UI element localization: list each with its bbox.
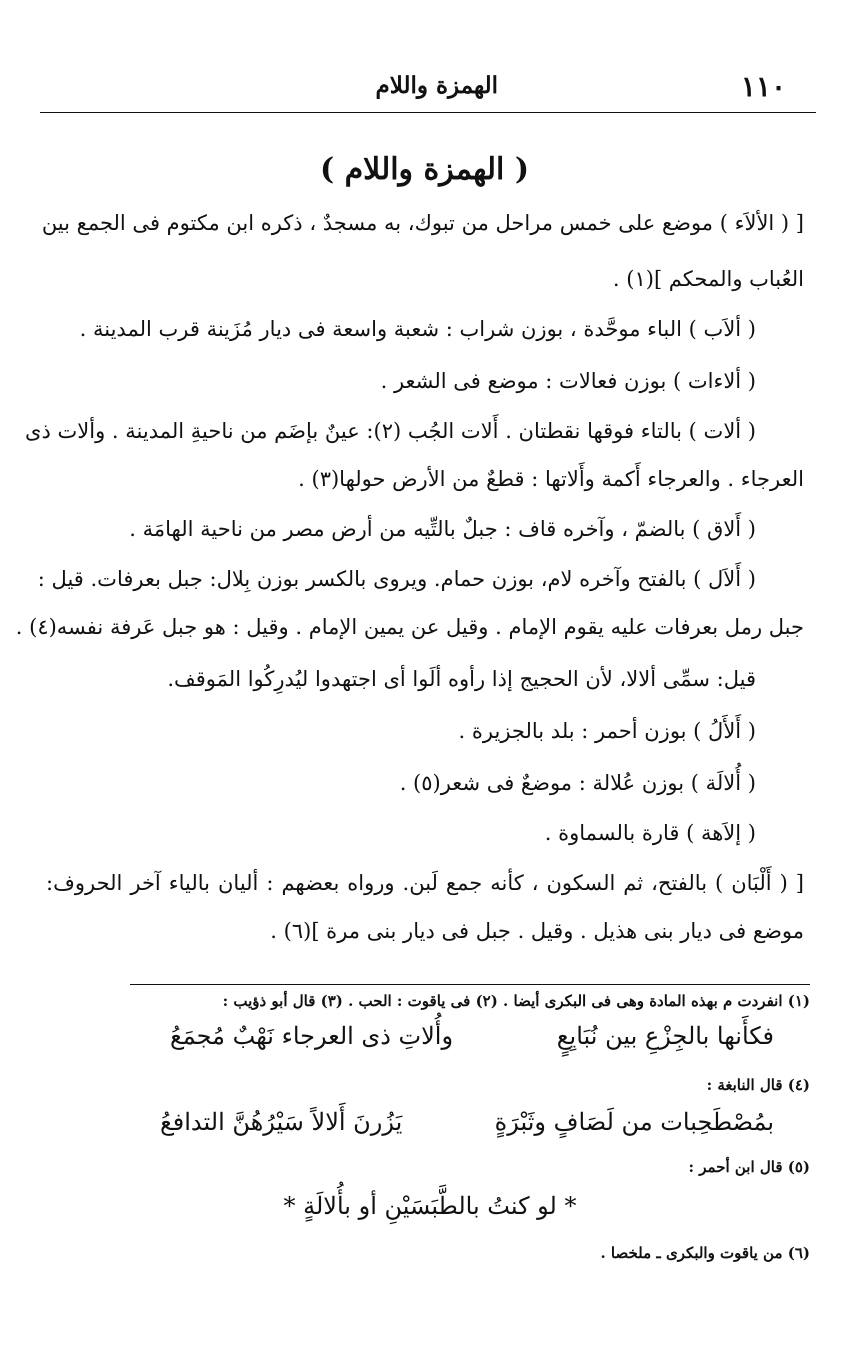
entry-line: موضع فى ديار بنى هذيل . وقيل . جبل فى ديار بنى مرة ](٦) .: [270, 919, 804, 943]
entry-line: العرجاء . والعرجاء أَكمة وأَلاتها : قطعٌ من الأرض حولها(٣) .: [298, 467, 804, 491]
entry-line: ( أُلالَة ) بوزن عُلالة : موضعٌ فى شعر(٥) .: [399, 771, 756, 795]
entry-line: العُباب والمحكم ](١) .: [612, 267, 804, 291]
footnote-line: (١) انفردت م بهذه المادة وهى فى البكرى أيضا . (٢) فى ياقوت : الحب . (٣) قال أبو ذؤيب :: [222, 992, 810, 1010]
entry-line: ( ألات ) بالتاء فوقها نقطتان . أَلات الجُب (٢): عينٌ بإضَم من ناحيةِ المدينة . وألات ذى: [25, 419, 756, 443]
verse-line: * لو كنتُ بالطَّبَسَيْنِ أو بأُلالَةٍ *: [283, 1192, 577, 1220]
footnote-rule: [130, 984, 810, 985]
entry-line: ( أَلاق ) بالضمّ ، وآخره قاف : جبلٌ بالتِّيه من أرض مصر من ناحية الهامَة .: [129, 517, 756, 541]
page-number: ١١٠: [740, 70, 786, 103]
entry-line: ( ألاَب ) الباء موحَّدة ، بوزن شراب : شعبة واسعة فى ديار مُزَينة قرب المدينة .: [79, 317, 756, 341]
verse-hemistich-right: بمُصْطَحِبات من لَصَافٍ وثَبْرَةٍ: [494, 1108, 774, 1136]
verse-line: [130, 1016, 810, 1056]
section-title: ( الهمزة واللام ): [319, 152, 530, 187]
verse-hemistich-left: يَزُرنَ أَلالاً سَيْرُهُنَّ التدافعُ: [160, 1108, 403, 1136]
entry-line: ( أَلأَلُ ) بوزن أحمر : بلد بالجزيرة .: [458, 719, 756, 743]
entry-line: ( أَلاَل ) بالفتح وآخره لام، بوزن حمام. ويروى بالكسر بوزن بِلال: جبل بعرفات. قيل :: [37, 567, 756, 591]
verse-hemistich-right: فكأَنها بالجِزْعِ بين نُبَايِعٍ: [556, 1022, 774, 1050]
footnote-line: (٤) قال النابغة :: [706, 1076, 810, 1094]
running-title: الهمزة واللام: [375, 72, 498, 99]
entry-line: جبل رمل بعرفات عليه يقوم الإمام . وقيل عن يمين الإمام . وقيل : هو جبل عَرفة نفسه(٤) .: [15, 615, 804, 639]
footnote-line: (٦) من ياقوت والبكرى ـ ملخصا .: [600, 1244, 810, 1262]
entry-line: [ ( الألاَء ) موضع على خمس مراحل من تبوك، به مسجدٌ ، ذكره ابن مكتوم فى الجمع بين: [41, 211, 804, 235]
footnote-line: (٥) قال ابن أحمر :: [688, 1158, 810, 1176]
verse-line: [130, 1102, 810, 1142]
verse-hemistich-left: وأُلاتِ ذى العرجاء نَهْبٌ مُجمَعُ: [170, 1022, 454, 1050]
entry-line: ( ألاءات ) بوزن فعالات : موضع فى الشعر .: [380, 369, 756, 393]
entry-line: قيل: سمِّى ألالا، لأن الحجيج إذا رأوه ألَوا أى اجتهدوا ليُدرِكُوا المَوقف.: [167, 667, 756, 691]
entry-line: [ ( أَلْبَان ) بالفتح، ثم السكون ، كأنه جمع لَبن. ورواه بعضهم : أليان بالياء آخر الحروف:: [46, 871, 804, 895]
entry-line: ( إلاَهة ) قارة بالسماوة .: [544, 821, 756, 845]
